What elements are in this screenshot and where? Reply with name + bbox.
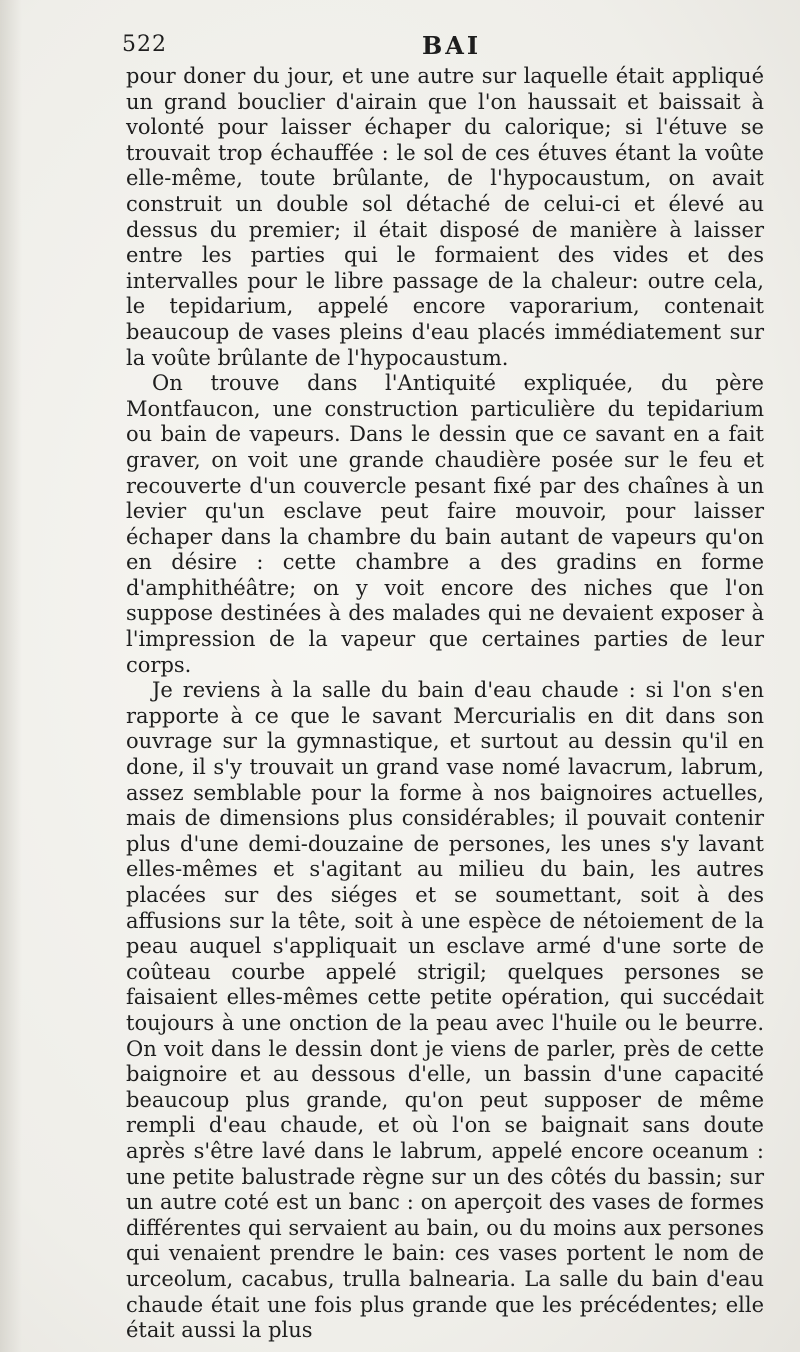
paragraph-3: Je reviens à la salle du bain d'eau chaude : si l'on s'en rapporte à ce que le savant Mercurialis en dit dans son ouvrage sur la gymnastique, et surtout au dessin qu'il en done, il s'y trouvait un grand vase nomé lavacrum, labrum, assez semblable pour la forme à nos baignoires actuelles, mais de dimensions plus considérables; il pouvait contenir plus d'une demi-douzaine de persones, les unes s'y lavant elles-mêmes et s'agitant au milieu du bain, les autres placées sur des siéges et se soumettant, soit à des affusions sur la tête, soit à une espèce de nétoiement de la peau auquel s'appliquait un esclave armé d'une sorte de coûteau courbe appelé strigil; quelques persones se faisaient elles-mêmes cette petite opération, qui succédait toujours à une onction de la peau avec l'huile ou le beurre. On voit dans le dessin dont je viens de parler, près de cette baignoire et au dessous d'elle, un bassin d'une capacité beaucoup plus grande, qu'on peut supposer de même rempli d'eau chaude, et où l'on se baignait sans doute après s'être lavé dans le labrum, appelé encore oceanum : une petite balustrade règne sur un des côtés du bassin; sur un autre coté est un banc : on aperçoit des vases de formes différentes qui servaient au bain, ou du moins aux persones qui venaient prendre le bain: ces vases portent le nom de urceolum, cacabus, trulla balnearia. La salle du bain d'eau chaude était une fois plus grande que les précédentes; elle était aussi la plus (126, 678, 764, 1343)
binding-shadow (0, 0, 22, 1352)
paragraph-2: On trouve dans l'Antiquité expliquée, du père Montfaucon, une construction particulière du tepidarium ou bain de vapeurs. Dans le dessin que ce savant en a fait graver, on voit une grande chaudière posée sur le feu et recouverte d'un couvercle pesant fixé par des chaînes à un levier qu'un esclave peut faire mouvoir, pour laisser échaper dans la chambre du bain autant de vapeurs qu'on en désire : cette chambre a des gradins en forme d'amphithéâtre; on y voit encore des niches que l'on suppose destinées à des malades qui ne devaient exposer à l'impression de la vapeur que certaines parties de leur corps. (126, 371, 764, 677)
page-header (122, 32, 762, 62)
page-number: 522 (122, 32, 167, 57)
paragraph-1: pour doner du jour, et une autre sur laquelle était appliqué un grand bouclier d'airain que l'on haussait et baissait à volonté pour laisser échaper du calorique; si l'étuve se trouvait trop échauffée : le sol de ces étuves étant la voûte elle-même, toute brûlante, de l'hypocaustum, on avait construit un double sol détaché de celui-ci et élevé au dessus du premier; il était disposé de manière à laisser entre les parties qui le formaient des vides et des intervalles pour le libre passage de la chaleur: outre cela, le tepidarium, appelé encore vaporarium, contenait beaucoup de vases pleins d'eau placés immédiatement sur la voûte brûlante de l'hypocaustum. (126, 64, 764, 370)
running-head: BAI (422, 31, 482, 60)
body-text (126, 64, 764, 1344)
